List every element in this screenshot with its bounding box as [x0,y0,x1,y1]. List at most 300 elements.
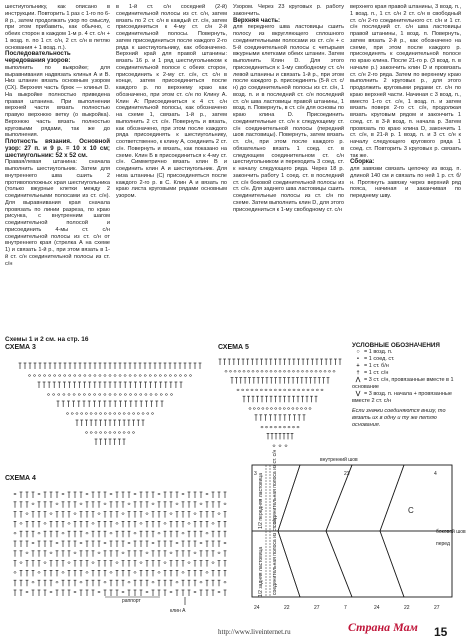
text-column-1 [5,4,110,334]
chain-stitch [118,413,120,415]
chain-stitch [99,413,101,415]
chain-stitch [92,523,94,525]
chain-stitch [86,572,88,574]
chain-stitch [80,542,82,544]
chain-stitch [98,513,100,515]
chain-stitch [261,371,263,373]
chain-stitch [288,426,290,428]
chain-stitch [38,493,40,495]
chain-stitch [94,394,96,396]
legend-text: = 3 ст. с/н, провязанные вместе в 1 основание [352,377,454,390]
chain-stitch [76,413,78,415]
chain-stitch [79,375,81,377]
legend-symbol-icon: ⋁ [355,391,361,397]
chain-stitch [324,371,326,373]
chain-stitch [92,562,94,564]
chain-stitch [266,408,268,410]
chain-stitch [188,523,190,525]
chain-stitch [124,394,126,396]
pattern-drawing [240,449,466,615]
chain-stitch [200,542,202,544]
legend-item [352,391,462,405]
chain-stitch [129,375,131,377]
chain-stitch [47,394,49,396]
chain-stitch [182,572,184,574]
chain-stitch [301,371,303,373]
chain-stitch [90,413,92,415]
text-column-2 [116,4,227,334]
chain-stitch [149,375,151,377]
chain-stitch [188,562,190,564]
section-heading: Верхняя часть: [233,16,281,24]
chain-stitch [256,389,258,391]
chain-stitch [32,542,34,544]
chain-stitch [132,432,134,434]
chain-stitch [321,389,323,391]
chain-stitch [28,375,30,377]
rapport-label: раппорт [122,598,141,604]
chain-stitch [104,375,106,377]
chain-stitch [292,426,294,428]
chain-stitch [152,581,154,583]
chain-stitch [316,389,318,391]
legend-title: УСЛОВНЫЕ ОБОЗНАЧЕНИЯ [352,342,440,349]
chain-stitch [139,375,141,377]
chain-stitch [74,591,76,593]
measure-label: 22 [404,605,410,611]
chain-stitch [38,375,40,377]
chain-stitch [300,408,302,410]
chain-stitch [73,394,75,396]
connecting-strip-label: соединительная полоса из ст. с/н [272,517,278,595]
chain-stitch [109,394,111,396]
chain-stitch [122,552,124,554]
chain-stitch [273,445,275,447]
section-heading: Сборка: [350,158,375,166]
chain-stitch [129,394,131,396]
measure-label: 27 [314,605,320,611]
footer-url[interactable]: http://www.liveinternet.ru [218,628,291,636]
chain-stitch [98,552,100,554]
legend-text: = 1 ст. с/н [364,370,389,376]
chain-stitch [110,572,112,574]
chain-stitch [293,389,295,391]
chain-stitch [306,371,308,373]
site-logo: Страна Мам [348,620,418,634]
chain-stitch [164,375,166,377]
chain-stitch [43,375,45,377]
measure-label: 7 [344,605,347,611]
chain-stitch [189,375,191,377]
chain-stitch [56,581,58,583]
chain-stitch [297,371,299,373]
chain-stitch [56,503,58,505]
scheme-3-title: СХЕМА 3 [5,344,36,351]
measure-label: 24 [254,605,260,611]
chain-stitch [98,591,100,593]
chain-stitch [137,413,139,415]
chain-stitch [116,523,118,525]
chain-stitch [123,413,125,415]
chain-stitch [179,375,181,377]
measure-label: 24 [374,605,380,611]
chain-stitch [158,572,160,574]
text-column-4 [350,4,461,334]
chain-stitch [84,375,86,377]
ref-label: C [408,506,414,515]
chain-stitch [174,375,176,377]
connecting-strip-label: соединительная полоса из ст. с/н [272,449,278,527]
chain-stitch [164,562,166,564]
chain-stitch [80,581,82,583]
chain-stitch [274,371,276,373]
chain-stitch [218,513,220,515]
page-number: 15 [434,625,448,639]
chain-stitch [265,371,267,373]
chain-stitch [109,375,111,377]
chain-stitch [218,591,220,593]
chain-stitch [114,413,116,415]
half-back-gusset-label: 1/2 задняя ластовица [258,546,264,597]
chain-stitch [194,591,196,593]
chain-stitch [64,375,66,377]
measure-label: 3 [254,471,257,477]
chain-stitch [229,371,231,373]
chain-stitch [44,562,46,564]
chain-stitch [81,413,83,415]
chain-stitch [68,562,70,564]
chain-stitch [146,552,148,554]
legend-symbol-icon: • [357,356,359,362]
chain-stitch [160,394,162,396]
chain-stitch [292,408,294,410]
chain-stitch [114,394,116,396]
chain-stitch [270,371,272,373]
front-label: перед [436,541,450,547]
chain-stitch [142,413,144,415]
chain-stitch [119,375,121,377]
chain-stitch [270,389,272,391]
chain-stitch [114,375,116,377]
legend-symbol-icon: † [356,370,360,376]
chain-stitch [59,375,61,377]
chain-stitch [298,389,300,391]
chain-stitch [146,513,148,515]
chain-stitch [99,375,101,377]
chain-stitch [242,389,244,391]
chain-stitch [140,562,142,564]
chain-stitch [14,532,16,534]
chain-stitch [53,394,55,396]
chain-stitch [128,503,130,505]
chain-stitch [86,532,88,534]
chain-stitch [283,408,285,410]
pattern-piece [278,531,352,597]
inner-seam-label: внутренний шов [320,457,358,463]
chain-stitch [135,394,137,396]
measure-label: 23 [344,471,350,477]
chain-stitch [252,371,254,373]
chain-stitch [69,375,71,377]
chain-stitch [256,371,258,373]
chain-stitch [206,493,208,495]
chain-stitch [159,375,161,377]
pattern-piece [380,465,452,531]
chain-stitch [315,371,317,373]
paragraph: выполнить по выкройке; для выравнивания надвязать клинья А и В. Низ штанин вязать основным узором (СХ). Верхняя часть брюк — клинья D. На выкройке полностью приведена правая штанина. При выполнении верхней части вязать полностью правую верхнюю ветку (о выкройка). Верхнюю часть вязать полностью круговыми рядами, так же до выполнения. [5,64,110,139]
chain-stitch [200,581,202,583]
chain-stitch [128,413,130,415]
legend-note: Если значки соединяются внизу, то вязать их в одну и ту же петлю основания. [352,408,446,428]
chain-stitch [140,523,142,525]
chain-stitch [134,532,136,534]
paragraph: Правая/левая штанина: сначала выполнить шестиугольник. Затем для внутреннего шва сшить 2 противоположных края шестиугольника (только вжурные клетки между 2 соединительными полосами из ст. с/н). Для выравнивания края сначала провязать по линии разреза, по краю рисунка, с внутренним шагом соединительной полосой и присоединить 4-мы ст. с/н соединительной полосы из ст. с/н от внутреннего края (стрелка А на схеме 1) и связать 1-й р., при этом вязать в 1-й ст. с/н соединительной полосы из ст. с/н [5,159,110,267]
chain-stitch [147,413,149,415]
chain-stitch [279,408,281,410]
chain-stitch [90,432,92,434]
scheme-5-diagram [215,352,345,452]
chain-stitch [26,552,28,554]
chain-stitch [307,389,309,391]
chain-stitch [224,581,226,583]
chain-stitch [151,413,153,415]
chain-stitch [260,389,262,391]
chain-stitch [140,394,142,396]
legend-symbol-icon: ⋀ [355,377,361,383]
measure-label: 22 [284,605,290,611]
legend-box [352,342,462,429]
chain-stitch [85,413,87,415]
scheme-3-diagram [15,354,205,449]
chain-stitch [238,371,240,373]
measure-label: 27 [434,605,440,611]
chain-stitch [85,432,87,434]
chain-stitch [285,445,287,447]
pattern-piece [278,465,352,531]
chain-stitch [104,394,106,396]
chain-stitch [50,513,52,515]
chain-stitch [283,371,285,373]
chain-stitch [128,542,130,544]
chain-stitch [104,542,106,544]
schemes-reference-note: Схемы 1 и 2 см. на стр. 16 [5,336,89,343]
chain-stitch [122,591,124,593]
chain-stitch [99,394,101,396]
chain-stitch [74,513,76,515]
chain-stitch [32,581,34,583]
chain-stitch [206,532,208,534]
chain-stitch [251,389,253,391]
chain-stitch [265,426,267,428]
legend-text: = 3 возд. п. начала + провязанные вместе 2 ст. с/н [352,391,452,404]
chain-stitch [279,426,281,428]
chain-stitch [184,375,186,377]
chain-stitch [104,503,106,505]
chain-stitch [119,394,121,396]
legend-text: = 1 ст. б/н [364,363,389,369]
chain-stitch [270,408,272,410]
chain-stitch [212,523,214,525]
chain-stitch [33,375,35,377]
chain-stitch [122,513,124,515]
chain-stitch [212,562,214,564]
chain-stitch [110,493,112,495]
chain-stitch [128,432,130,434]
chain-stitch [194,552,196,554]
chain-stitch [104,432,106,434]
chain-stitch [144,375,146,377]
chain-stitch [86,493,88,495]
chain-stitch [104,581,106,583]
chain-stitch [152,542,154,544]
chain-stitch [309,408,311,410]
chain-stitch [275,408,277,410]
chain-stitch [123,432,125,434]
chain-stitch [66,413,68,415]
chain-stitch [118,432,120,434]
chain-stitch [310,371,312,373]
chain-stitch [279,389,281,391]
chain-stitch [89,375,91,377]
chain-stitch [170,552,172,554]
chain-stitch [44,523,46,525]
chain-stitch [104,413,106,415]
chain-stitch [170,513,172,515]
chain-stitch [176,542,178,544]
chain-stitch [270,426,272,428]
chain-stitch [287,408,289,410]
chain-stitch [20,523,22,525]
chain-stitch [146,591,148,593]
chain-stitch [14,493,16,495]
legend-item [352,370,462,377]
chain-stitch [145,394,147,396]
chain-stitch [88,394,90,396]
chain-stitch [283,426,285,428]
chain-stitch [247,371,249,373]
klin-a-label: клин А [170,608,186,614]
chain-stitch [95,413,97,415]
chain-stitch [133,413,135,415]
chain-stitch [109,432,111,434]
scheme-5-title: СХЕМА 5 [218,344,249,351]
chain-stitch [253,408,255,410]
paragraph: шестиугольнику, как описано в инструкции. Повторить 1 раз с 1-го по 6-й р., затем продолжать узор по смыслу, при этом прибавить, как обычно, с обеих сторон в каждом 1-м р. 4 ст. с/н + 1 возд. п. по 1 ст. с/н, 2 ст. с/н в петлю основания + 1 возд. п.). [5,4,110,51]
legend-item [352,349,462,356]
paragraph: Узором. Через 23 круговых р. работу закончить. [233,4,344,17]
chain-stitch [288,371,290,373]
chain-stitch [170,394,172,396]
chain-stitch [296,408,298,410]
chain-stitch [225,371,227,373]
measure-label: 4 [434,471,437,477]
chain-stitch [116,562,118,564]
chain-stitch [279,445,281,447]
chain-stitch [50,552,52,554]
chain-stitch [165,394,167,396]
chain-stitch [169,375,171,377]
chain-stitch [74,552,76,554]
chain-stitch [38,572,40,574]
chain-stitch [312,389,314,391]
paragraph: в 1-й ст. с/н соседней (2-й) соединительной полосы из ст. с/н, затем вязать по 2 ст. с/н в каждый ст. с/н, затем присоединиться к 4-му ст. с/н 2-й соединительной полосы. Повернуть, затем присоединиться после каждого 2-го ряда к шестиугольнику, как обозначено. Верхний край для правой штанины: вязать 16 р. и 1 ряд шестиугольником к соединительной полосе с обеих сторон, присоединить к 2-му ст. с/н, ст. с/н в конце, затем присоединиться после каждого р. по верхнему краю как обозначено, при этом ст. с/н по Клину А. Клин А: Присоединиться к 4 ст. с/н соединительной полосы, как обозначено на схеме 1, связать 1-й р., затем выполнить 2 ст. с/н. Повернуть и вязать, как обозначено, при этом после каждого ряда присоединять к шестиугольнику, соответственно, к клину А, соединить 2 ст. с/н. Повернуть и вязать, как показано на схеме. Клин Б в присоединиться к 4-му ст. с/н. Симметрично вязать клин В и соединить клин А и шестиугольник. Для низа штанины (С) присоединяться после каждого 2-го р. в С. Клин А и вязать по краю листа круговыми рядами основным узором. [116,4,227,199]
chain-stitch [305,408,307,410]
chain-stitch [158,532,160,534]
chain-stitch [114,432,116,434]
chain-stitch [243,371,245,373]
legend-item [352,377,462,391]
chain-stitch [234,371,236,373]
chain-stitch [134,375,136,377]
chain-stitch [194,513,196,515]
chain-stitch [62,572,64,574]
chain-stitch [134,572,136,574]
legend-item [352,356,462,363]
chain-stitch [176,503,178,505]
chain-stitch [94,375,96,377]
chain-stitch [152,503,154,505]
chain-stitch [32,503,34,505]
chain-stitch [274,426,276,428]
legend-symbol-icon: + [356,363,360,369]
scheme-4-diagram [10,485,235,615]
chain-stitch [62,493,64,495]
chain-stitch [297,426,299,428]
chain-stitch [68,523,70,525]
chain-stitch [224,503,226,505]
chain-stitch [328,371,330,373]
chain-stitch [257,408,259,410]
chain-stitch [14,572,16,574]
chain-stitch [333,371,335,373]
chain-stitch [249,408,251,410]
chain-stitch [63,394,65,396]
chain-stitch [20,562,22,564]
chain-stitch [26,591,28,593]
chain-stitch [110,532,112,534]
text-column-3 [233,4,344,334]
chain-stitch [284,389,286,391]
paragraph: для переднего шва ластовицы сшить полосу из вкругляющего сплошного соединительными полосами из ст. с/н + с 5-й соединительной полосы с четырьмя вжурными клетками обеих штанин. Затем выполнить Клин D. Для этого присоединиться к 1-му свободному ст. с/н левой штанины и связать 1-й р., при этом после каждого р. присоединять (5-й ст. с/н) до соединительной полосы из ст. с/н, 1 возд. п. и в последний ст. с/н последний ст. с/н шва ластовицы правой штанины, 1 возд. п. Повернуть, в ст. с/н для основы по краю клина D. Присоединить соединительные ст. с/н к следующему ст. с/н соединительной полосы (передний шов ластовицы). Повернуть, затем вязать ст. с/н, при этом после каждого р. обязательно вязать 1 соед. ст. в следующем соединительном ст. с/н шестиугольником и переходить 3 соед. ст. к началу следующего ряда. Через 18 р. закончить работу 1 соед. ст. в последний ст. с/н боковой соединительной полосы из ст. с/н. Для заднего шва ластовицы сшить соединительные полосы из ст. с/н по схеме. Затем выполнить клин D, для этого присоединиться к 1-му свободному ст. с/н [233,24,344,213]
chain-stitch [62,532,64,534]
chain-stitch [164,523,166,525]
chain-stitch [265,389,267,391]
chain-stitch [109,413,111,415]
chain-stitch [54,375,56,377]
chain-stitch [78,394,80,396]
paragraph: верхнего края правой штанины, 3 возд. п., 1 возд. п., 1 ст. с/н 2 ст. с/н в свободный ст. с/н 2-го соединительного ст. с/н и 1 ст. с/н последний ст. с/н шва ластовицы правой штанины, 1 возд. п. Повернуть, затем вязать 2-й р., как обозначено на схеме, при этом после каждого р. присоединять к соединительной полосе по краю клина. После 21-го р. (3 возд. п. в начале р.) закончить клин D и провязать ст. с/н 2-го ряда. Затем по верхнему краю выполнить 2 круговых р., для этого продолжить круговыми рядами ст. с/н по краю верхней части. Начиная с 3 возд. п., вместо 1-го ст. с/н, 1 возд. п. и затем вязать поверх 2-го ст. с/н, продолжая вязать круговым рядом и закончить 1 соед. ст. в 3-й возд. п. начала р. Затем провязать по краю клина D, закончить 1 ст. с/н, в 21-й р. 1 возд. п. и 3 ст. с/н к началу следующего кругового ряда 1 соед. ст. Повторить 3 круговых р. связать так же. [350,4,461,159]
chain-stitch [100,432,102,434]
chain-stitch [68,394,70,396]
chain-stitch [302,389,304,391]
chain-stitch [71,413,73,415]
chain-stitch [261,426,263,428]
chain-stitch [38,532,40,534]
chain-stitch [170,591,172,593]
chain-stitch [182,493,184,495]
section-heading: Плотность вязания. Основной узор: 27 п. и 9 р. = 10 х 10 см; шестиугольник: 52 х 52 см. [5,138,110,159]
chain-stitch [279,371,281,373]
chain-stitch [50,591,52,593]
chain-stitch [237,389,239,391]
chain-stitch [292,371,294,373]
chain-stitch [80,503,82,505]
chain-stitch [150,394,152,396]
chain-stitch [155,394,157,396]
legend-text: = 1 возд. п. [364,349,393,355]
chain-stitch [83,394,85,396]
chain-stitch [262,408,264,410]
